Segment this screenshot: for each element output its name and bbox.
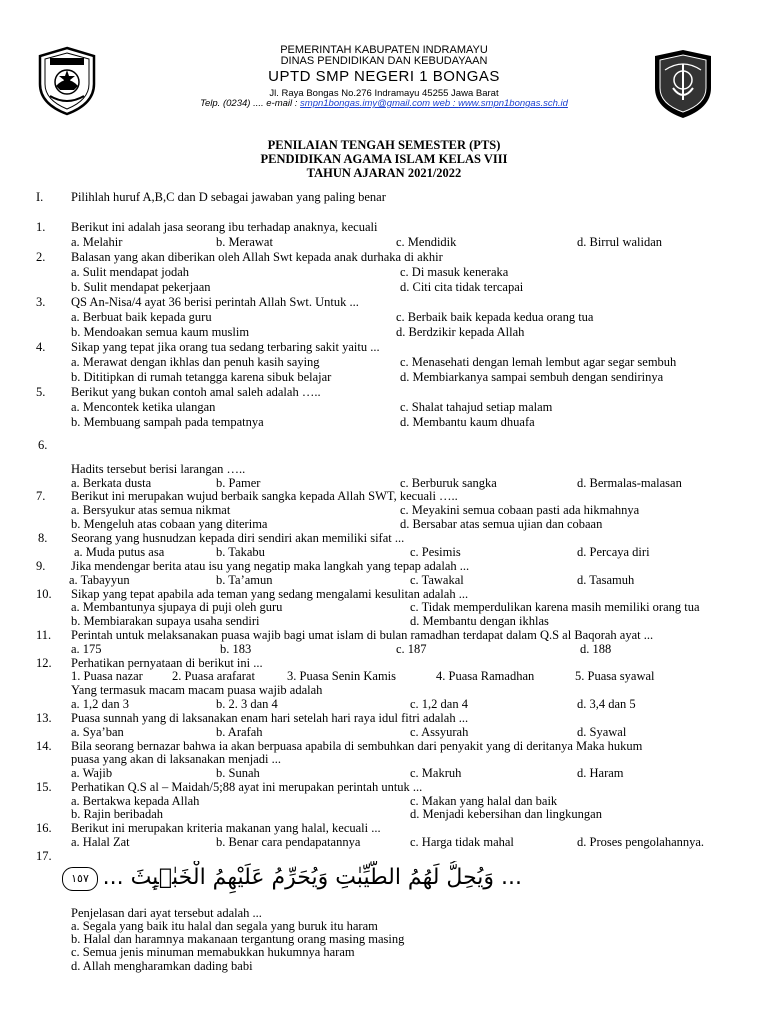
option-c: c. Di masuk keneraka <box>400 265 509 279</box>
option-c: c. Shalat tahajud setiap malam <box>400 400 553 414</box>
option-d: d. 188 <box>580 642 612 656</box>
school-contact <box>0 98 768 109</box>
question-number: 3. <box>36 295 46 309</box>
option-a: a. Berkata dusta <box>71 476 152 490</box>
option-b: b. Takabu <box>216 545 265 559</box>
question-text: Puasa sunnah yang di laksanakan enam hari setelah hari raya idul fitri adalah ... <box>71 711 469 725</box>
question-text: Bila seorang bernazar bahwa ia akan berpuasa apabila di sembuhkan dari penyakit yang di deritanya Maka hukum <box>71 739 643 753</box>
question-number: 17. <box>36 849 52 863</box>
question-number: 14. <box>36 739 52 753</box>
web-link[interactable]: www.smpn1bongas.sch.id <box>458 98 568 109</box>
option-a: a. Bersyukur atas semua nikmat <box>71 503 231 517</box>
option-b: b. Pamer <box>216 476 261 490</box>
question-number: 6. <box>38 438 48 452</box>
option-c: c. Tidak memperdulikan karena masih memiliki orang tua <box>410 600 700 614</box>
option-a: a. Berbuat baik kepada guru <box>71 310 212 324</box>
option-d: d. Membantu kaum dhuafa <box>400 415 535 429</box>
option-c: c. Pesimis <box>410 545 461 559</box>
option-c: c. Tawakal <box>410 573 464 587</box>
option-a: a. Segala yang baik itu halal dan segala yang buruk itu haram <box>71 919 378 933</box>
option-a: a. Membantunya sjupaya di puji oleh guru <box>71 600 283 614</box>
exam-subject: PENDIDIKAN AGAMA ISLAM KELAS VIII <box>260 152 508 166</box>
question-number: 12. <box>36 656 52 670</box>
ayah-number-badge: ١٥٧ <box>62 867 98 891</box>
question-text: Perhatikan Q.S al – Maidah/5;88 ayat ini merupakan perintah untuk ... <box>71 780 423 794</box>
statement-item: 5. Puasa syawal <box>575 669 655 683</box>
statement-item: 4. Puasa Ramadhan <box>436 669 535 683</box>
option-d: d. Bersabar atas semua ujian dan cobaan <box>400 517 603 531</box>
section-number: I. <box>36 190 44 204</box>
option-c: c. 187 <box>396 642 427 656</box>
option-c: c. Berbaik baik kepada kedua orang tua <box>396 310 594 324</box>
option-c: c. Makruh <box>410 766 462 780</box>
option-b: b. Membuang sampah pada tempatnya <box>71 415 264 429</box>
option-b: b. Arafah <box>216 725 263 739</box>
question-text: Berikut ini adalah jasa seorang ibu terhadap anaknya, kecuali <box>71 220 378 234</box>
question-text: Perintah untuk melaksanakan puasa wajib bagi umat islam di bulan ramadhan terdapat dalam Q.S al Baqorah ayat ... <box>71 628 654 642</box>
option-a: a. Tabayyun <box>69 573 130 587</box>
option-d: d. Allah mengharamkan dading babi <box>71 959 253 973</box>
question-number: 5. <box>36 385 46 399</box>
option-a: a. Muda putus asa <box>74 545 165 559</box>
option-a: a. Melahir <box>71 235 123 249</box>
option-b: b. Dititipkan di rumah tetangga karena sibuk belajar <box>71 370 332 384</box>
arabic-text: ... وَيُحِلُّ لَهُمُ الطَّيِّبٰتِ وَيُحَرِّمُ عَلَيْهِمُ الْخَبٰۤىِٕثَ ... <box>102 865 522 890</box>
exam-title: PENILAIAN TENGAH SEMESTER (PTS) <box>267 138 501 152</box>
option-a: a. Halal Zat <box>71 835 130 849</box>
option-d: d. Syawal <box>577 725 627 739</box>
option-d: d. Haram <box>577 766 624 780</box>
question-text: Penjelasan dari ayat tersebut adalah ... <box>71 906 262 920</box>
question-number: 7. <box>36 489 46 503</box>
question-text: Sikap yang tepat apabila ada teman yang sedang mengalami kesulitan adalah ... <box>71 587 469 601</box>
web-label: web : <box>430 98 459 109</box>
header-line2: DINAS PENDIDIKAN DAN KEBUDAYAAN <box>280 55 488 67</box>
statement-item: 1. Puasa nazar <box>71 669 143 683</box>
question-text-cont: puasa yang akan di laksanakan menjadi ... <box>71 752 281 766</box>
option-a: a. Mencontek ketika ulangan <box>71 400 216 414</box>
question-text: Hadits tersebut berisi larangan ….. <box>71 462 246 476</box>
question-text: QS An-Nisa/4 ayat 36 berisi perintah Allah Swt. Untuk ... <box>71 295 359 309</box>
option-b: b. Membiarakan supaya usaha sendiri <box>71 614 260 628</box>
option-c: c. 1,2 dan 4 <box>410 697 468 711</box>
option-d: d. Percaya diri <box>577 545 650 559</box>
option-b: b. Benar cara pendapatannya <box>216 835 361 849</box>
option-b: b. 183 <box>220 642 252 656</box>
option-d: d. Menjadi kebersihan dan lingkungan <box>410 807 602 821</box>
question-text: Balasan yang akan diberikan oleh Allah Swt kepada anak durhaka di akhir <box>71 250 443 264</box>
email-link[interactable]: smpn1bongas.imy@gmail.com <box>300 98 431 109</box>
question-text: Berikut ini merupakan kriteria makanan yang halal, kecuali ... <box>71 821 381 835</box>
quran-verse <box>62 857 522 901</box>
option-d: d. Proses pengolahannya. <box>577 835 705 849</box>
option-b: b. Merawat <box>216 235 273 249</box>
school-name: UPTD SMP NEGERI 1 BONGAS <box>268 68 500 85</box>
option-c: c. Assyurah <box>410 725 469 739</box>
option-c: c. Meyakini semua cobaan pasti ada hikmahnya <box>400 503 640 517</box>
question-number: 1. <box>36 220 46 234</box>
option-a: a. Bertakwa kepada Allah <box>71 794 200 808</box>
section-instruction: Pilihlah huruf A,B,C dan D sebagai jawaban yang paling benar <box>71 190 386 204</box>
option-d: d. Tasamuh <box>577 573 635 587</box>
option-a: a. 1,2 dan 3 <box>71 697 129 711</box>
option-b: b. Mendoakan semua kaum muslim <box>71 325 250 339</box>
option-c: c. Berburuk sangka <box>400 476 497 490</box>
question-text: Sikap yang tepat jika orang tua sedang terbaring sakit yaitu ... <box>71 340 380 354</box>
option-a: a. Sya’ban <box>71 725 124 739</box>
option-a: a. Sulit mendapat jodah <box>71 265 190 279</box>
option-b: b. Halal dan haramnya makanaan tergantung orang masing masing <box>71 932 405 946</box>
question-number: 8. <box>38 531 48 545</box>
question-text: Seorang yang husnudzan kepada diri sendiri akan memiliki sifat ... <box>71 531 405 545</box>
option-b: b. Ta’amun <box>216 573 273 587</box>
option-a: a. Merawat dengan ikhlas dan penuh kasih saying <box>71 355 320 369</box>
option-b: b. Rajin beribadah <box>71 807 163 821</box>
statement-item: 3. Puasa Senin Kamis <box>287 669 397 683</box>
option-b: b. Mengeluh atas cobaan yang diterima <box>71 517 268 531</box>
question-text: Yang termasuk macam macam puasa wajib adalah <box>71 683 323 697</box>
question-number: 15. <box>36 780 52 794</box>
question-number: 9. <box>36 559 46 573</box>
letterhead <box>0 40 768 120</box>
header-line1: PEMERINTAH KABUPATEN INDRAMAYU <box>280 44 488 56</box>
contact-prefix: Telp. (0234) .... e-mail : <box>200 98 301 109</box>
exam-year: TAHUN AJARAN 2021/2022 <box>306 166 462 180</box>
option-d: d. Bermalas-malasan <box>577 476 682 490</box>
option-c: c. Semua jenis minuman memabukkan hukumnya haram <box>71 945 355 959</box>
option-d: d. Birrul walidan <box>577 235 663 249</box>
option-c: c. Harga tidak mahal <box>410 835 514 849</box>
question-number: 13. <box>36 711 52 725</box>
question-text: Perhatikan pernyataan di berikut ini ... <box>71 656 263 670</box>
question-number: 11. <box>36 628 52 642</box>
option-c: c. Mendidik <box>396 235 457 249</box>
option-d: d. Membiarkanya sampai sembuh dengan sendirinya <box>400 370 664 384</box>
question-number: 2. <box>36 250 46 264</box>
question-number: 4. <box>36 340 46 354</box>
option-d: d. Citi cita tidak tercapai <box>400 280 524 294</box>
option-a: a. Wajib <box>71 766 113 780</box>
option-b: b. 2. 3 dan 4 <box>216 697 278 711</box>
option-d: d. Membantu dengan ikhlas <box>410 614 549 628</box>
option-d: d. Berdzikir kepada Allah <box>396 325 525 339</box>
question-number: 10. <box>36 587 52 601</box>
option-b: b. Sulit mendapat pekerjaan <box>71 280 211 294</box>
option-a: a. 175 <box>71 642 102 656</box>
question-text: Berikut ini merupakan wujud berbaik sangka kepada Allah SWT, kecuali ….. <box>71 489 458 503</box>
question-text: Berikut yang bukan contoh amal saleh adalah ….. <box>71 385 321 399</box>
option-c: c. Makan yang halal dan baik <box>410 794 558 808</box>
question-text: Jika mendengar berita atau isu yang negatip maka langkah yang tepap adalah ... <box>71 559 470 573</box>
option-b: b. Sunah <box>216 766 260 780</box>
school-address: Jl. Raya Bongas No.276 Indramayu 45255 Jawa Barat <box>269 88 499 99</box>
option-d: d. 3,4 dan 5 <box>577 697 636 711</box>
question-number: 16. <box>36 821 52 835</box>
option-c: c. Menasehati dengan lemah lembut agar segar sembuh <box>400 355 677 369</box>
statement-item: 2. Puasa arafarat <box>172 669 255 683</box>
